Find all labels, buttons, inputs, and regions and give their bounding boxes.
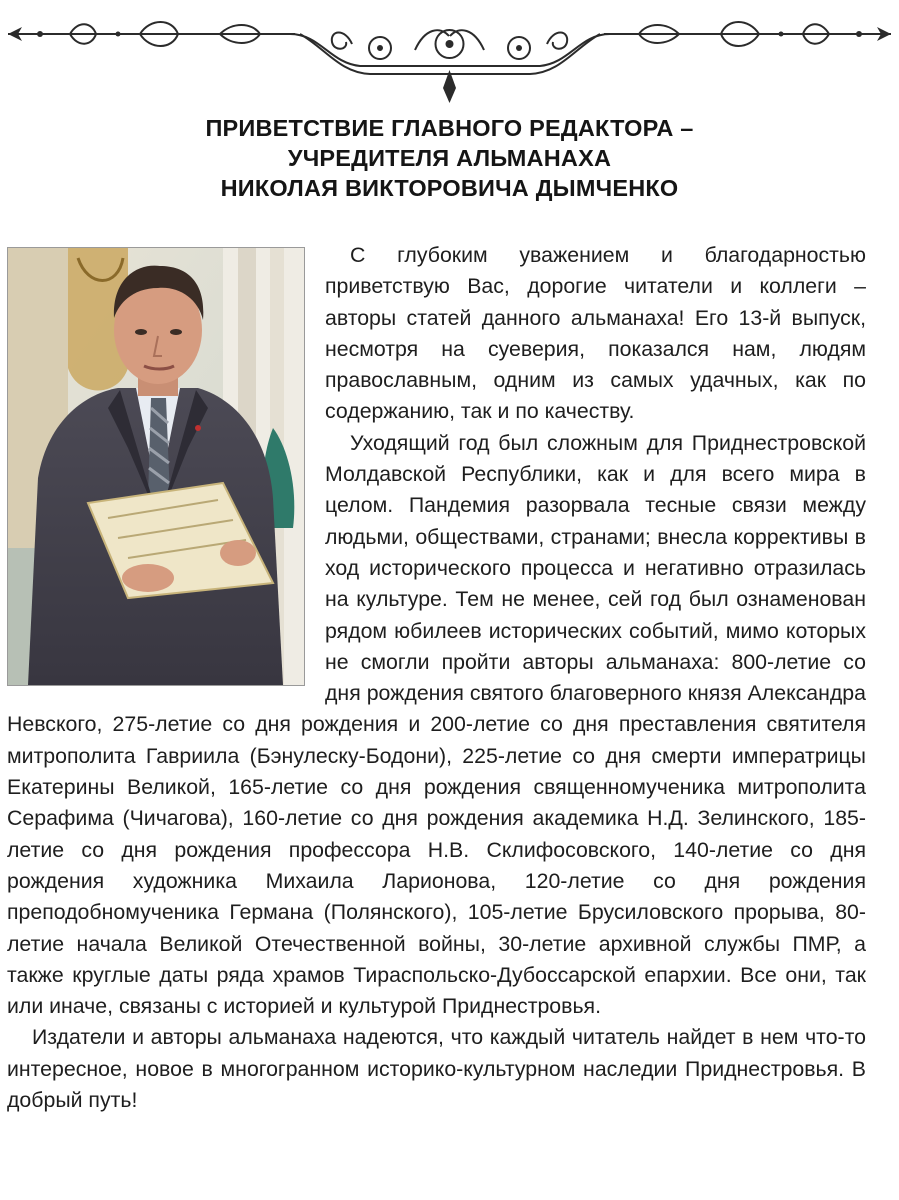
photo-wrap-space — [7, 240, 325, 694]
article-body — [7, 240, 866, 1116]
page-title — [0, 113, 899, 203]
paragraph-closing: Издатели и авторы альманаха надеются, что каждый читатель найдет в нем что-то интересное, новое в многогранном историко-культурном наследии Приднестровья. В добрый путь! — [7, 1025, 866, 1113]
paragraph-greeting: С глубоким уважением и благодарностью приветствую Вас, дорогие читатели и коллеги – авторы статей данного альманаха! Его 13-й выпуск, несмотря на суеверия, показался нам, людям православным, одним из самых удачных, как по содержанию, так и по качеству. — [325, 243, 866, 424]
title-line-1: ПРИВЕТСТВИЕ ГЛАВНОГО РЕДАКТОРА – — [205, 115, 694, 141]
title-line-3: НИКОЛАЯ ВИКТОРОВИЧА ДЫМЧЕНКО — [220, 175, 679, 201]
title-line-2: УЧРЕДИТЕЛЯ АЛЬМАНАХА — [287, 145, 612, 171]
decorative-ornament — [0, 8, 899, 103]
paragraph-anniversaries: Уходящий год был сложным для Приднестровской Молдавской Республики, как и для всего мира в целом. Пандемия разорвала тесные связи между людьми, обществами, странами; внесла коррективы в ход исторического процесса и негативно отразилась на культуре. Тем не менее, сей год был ознаменован рядом юбилеев исторических событий, мимо которых не смогли пройти авторы альманаха: 800-летие со дня рождения святого благоверного князя Александра Невского, 275-летие со дня рождения и 200-летие со дня преставления святителя митрополита Гавриила (Бэнулеску-Бодони), 225-летие со дня смерти императрицы Екатерины Великой, 165-летие со дня рождения священномученика митрополита Серафима (Чичагова), 160-летие со дня рождения академика Н.Д. Зелинского, 185-летие со дня рождения профессора Н.В. Склифосовского, 140-летие со дня рождения художника Михаила Ларионова, 120-летие со дня рождения преподобномученика Германа (Полянского), 105-летие Брусиловского прорыва, 80-летие начала Великой Отечественной войны, 30-летие архивной службы ПМР, а также круглые даты ряда храмов Тираспольско-Дубоссарской епархии. Все они, так или иначе, связаны с историей и культурой Приднестровья. — [7, 430, 866, 1019]
